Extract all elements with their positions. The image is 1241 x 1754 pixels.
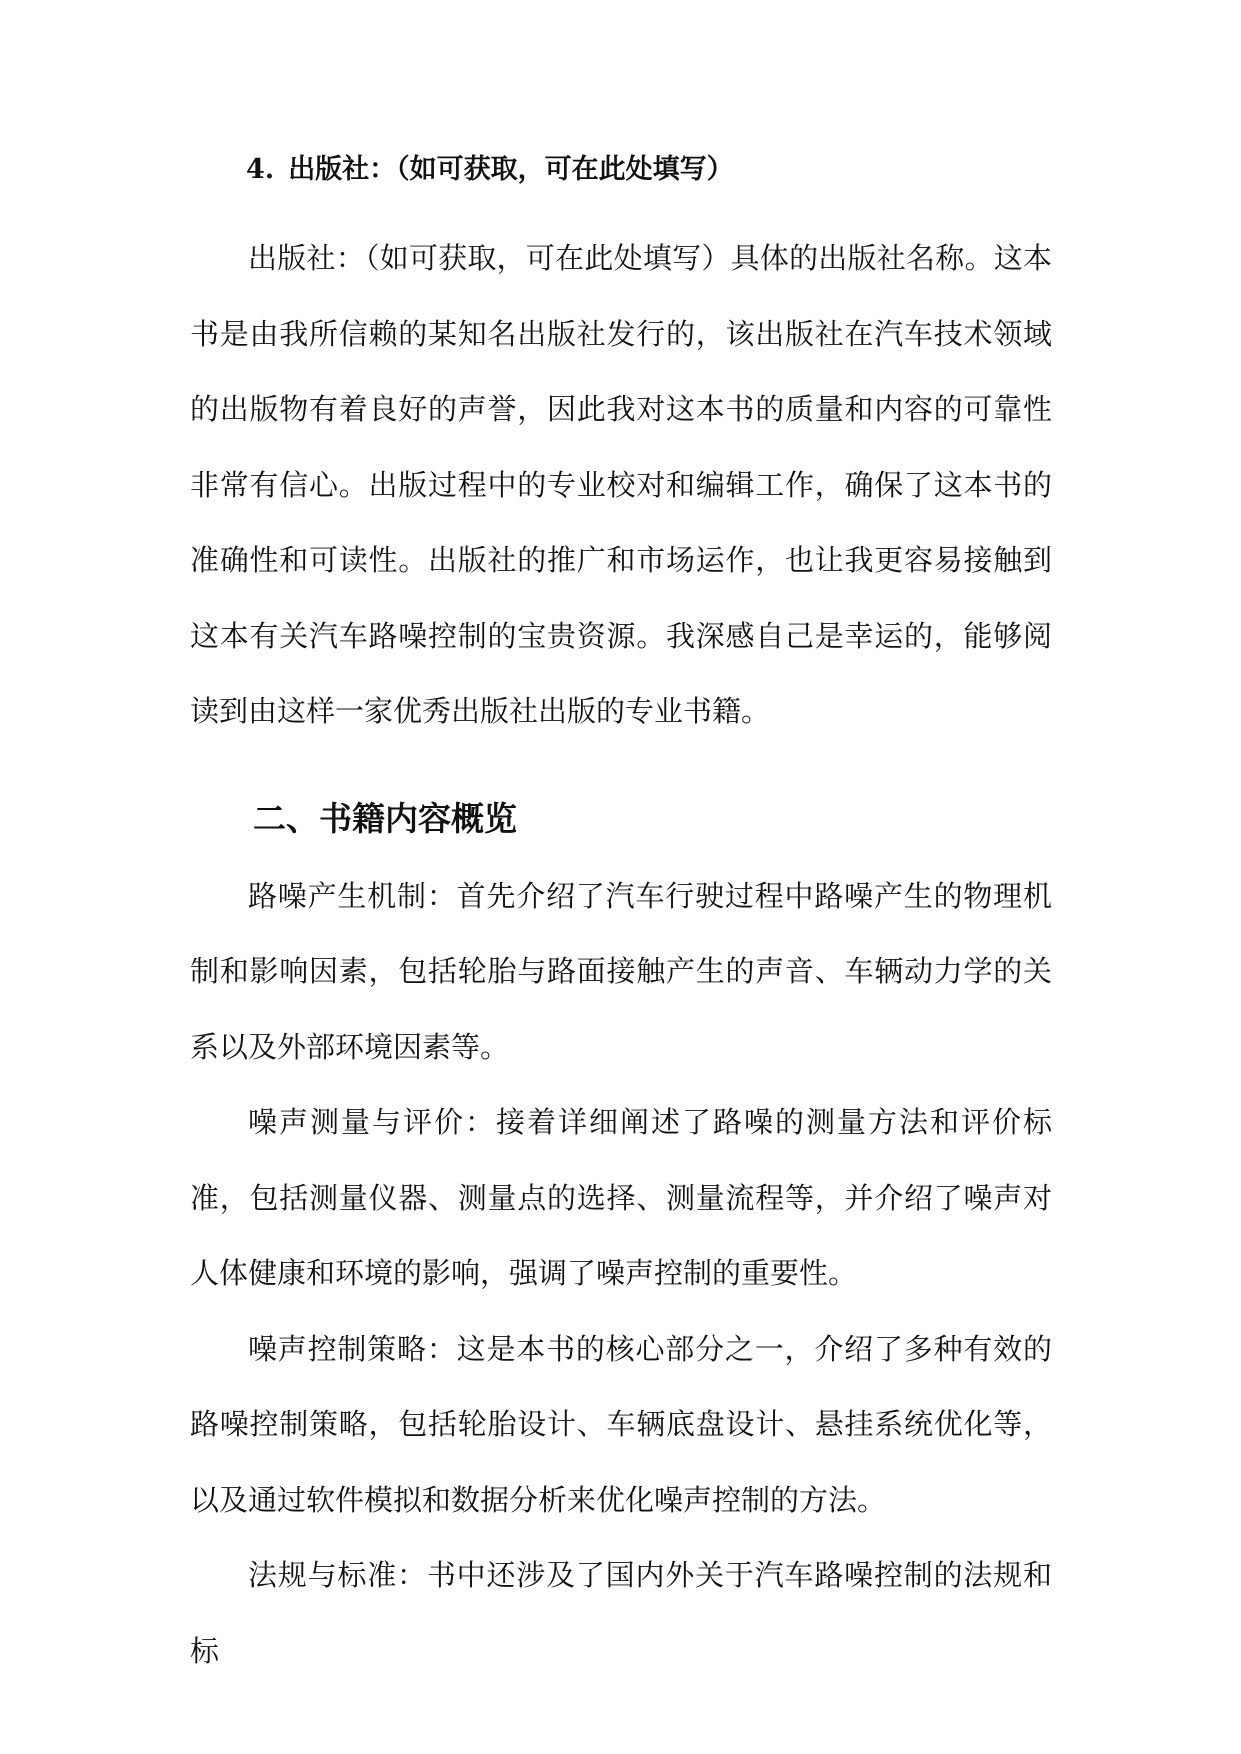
paragraph-regulations-standards: 法规与标准：书中还涉及了国内外关于汽车路噪控制的法规和标 (190, 1558, 1052, 1668)
paragraph-noise-measurement: 噪声测量与评价：接着详细阐述了路噪的测量方法和评价标准，包括测量仪器、测量点的选择、测量流程等，并介绍了噪声对人体健康和环境的影响，强调了噪声控制的重要性。 (190, 1105, 1052, 1290)
publisher-paragraph: 出版社：（如可获取，可在此处填写）具体的出版社名称。这本书是由我所信赖的某知名出版社发行的，该出版社在汽车技术领域的出版物有着良好的声誉，因此我对这本书的质量和内容的可靠性非常有信心。出版过程中的专业校对和编辑工作，确保了这本书的准确性和可读性。出版社的推广和市场运作，也让我更容易接触到这本有关汽车路噪控制的宝贵资源。我深感自己是幸运的，能够阅读到由这样一家优秀出版社出版的专业书籍。 (190, 241, 1052, 728)
subsection-number: 4. (246, 154, 275, 185)
section-heading: 二、书籍内容概览 (253, 798, 517, 838)
subsection-title: 出版社：（如可获取，可在此处填写） (288, 154, 734, 185)
page-content (190, 145, 1052, 1689)
paragraph-noise-control-strategy: 噪声控制策略：这是本书的核心部分之一，介绍了多种有效的路噪控制策略，包括轮胎设计、车辆底盘设计、悬挂系统优化等，以及通过软件模拟和数据分析来优化噪声控制的方法。 (190, 1331, 1052, 1517)
subsection-heading (246, 145, 1052, 195)
paragraph-road-noise-mechanism: 路噪产生机制：首先介绍了汽车行驶过程中路噪产生的物理机制和影响因素，包括轮胎与路面接触产生的声音、车辆动力学的关系以及外部环境因素等。 (190, 878, 1052, 1064)
